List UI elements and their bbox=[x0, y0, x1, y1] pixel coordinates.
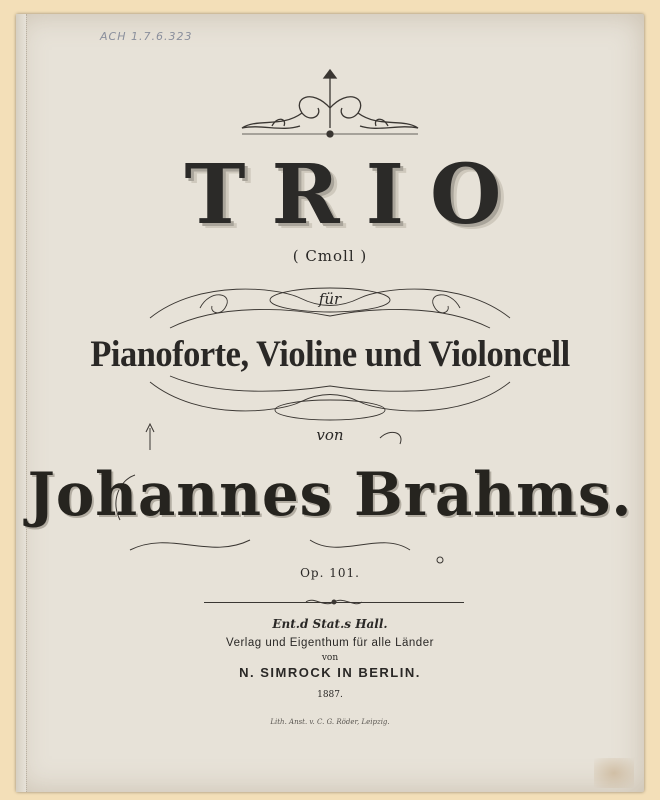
fuer-label: für bbox=[318, 290, 342, 308]
opus-number: Op. 101. bbox=[300, 566, 360, 580]
divider-ornament bbox=[304, 596, 364, 608]
publication-year: 1887. bbox=[317, 690, 343, 700]
paper-stain bbox=[594, 758, 634, 788]
library-shelfmark: ACH 1.7.6.323 bbox=[100, 30, 193, 43]
registration-note: Ent.d Stat.s Hall. bbox=[272, 617, 388, 631]
publisher-name: N. SIMROCK IN BERLIN. bbox=[239, 665, 421, 680]
instrumentation: Pianoforte, Violine und Violoncell bbox=[90, 334, 570, 375]
von-label: von bbox=[316, 426, 344, 444]
publisher-rights: Verlag und Eigenthum für alle Länder bbox=[226, 637, 434, 649]
composer-name: Johannes Brahms. bbox=[27, 460, 633, 530]
key-signature: ( Cmoll ) bbox=[292, 247, 368, 265]
top-ornament bbox=[232, 68, 428, 148]
title-trio: TRIO bbox=[184, 147, 528, 243]
printer-imprint: Lith. Anst. v. C. G. Röder, Leipzig. bbox=[270, 718, 390, 726]
von-small: von bbox=[321, 653, 339, 663]
